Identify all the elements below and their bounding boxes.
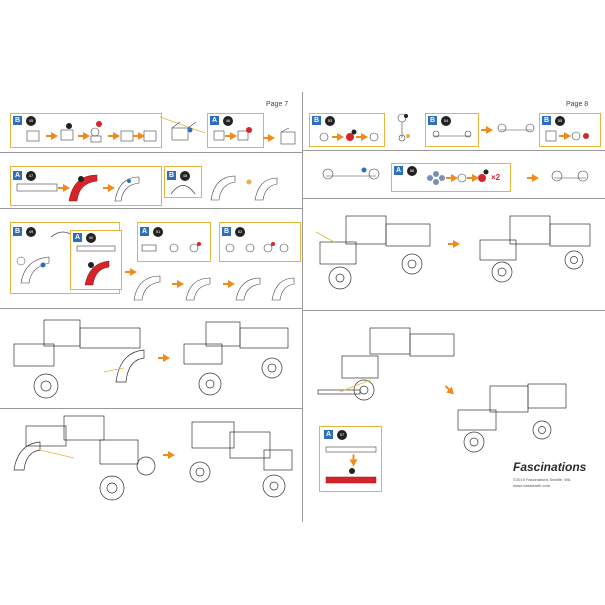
step-number-50: 50 (86, 233, 96, 243)
section-a-tag: A (141, 228, 148, 235)
step-number-49: 49 (26, 227, 36, 237)
section-a-tag: A (325, 431, 332, 438)
step-number-52: 52 (235, 227, 245, 237)
step-number-56: 56 (407, 166, 417, 176)
truck-fender-assembly-row4 (4, 312, 154, 402)
right-row-divider-2 (303, 198, 605, 199)
step-number-46: 46 (223, 116, 233, 126)
section-a-tag: A (395, 167, 402, 174)
section-b-tag: B (14, 117, 21, 124)
truck-axle-result-row3 (470, 208, 595, 288)
arrow (230, 132, 237, 140)
section-b-tag: B (429, 117, 436, 124)
truck-bumper-assembly-row4 (312, 318, 462, 413)
part-assembly-53 (388, 108, 418, 146)
step-panel-57 (319, 426, 382, 492)
fender-parts-50 (71, 231, 121, 289)
step-number-48: 48 (180, 171, 190, 181)
truck-axle-assembly-row3 (312, 208, 437, 298)
arrow (108, 184, 115, 192)
truck-fender-result-row4 (176, 316, 296, 401)
arrow (83, 132, 90, 140)
step-panel-56 (391, 163, 511, 192)
fender-parts-47 (11, 167, 161, 205)
section-b-tag: B (223, 228, 230, 235)
step-number-51: 51 (153, 227, 163, 237)
center-divider (302, 92, 303, 522)
parts-sequence-52 (220, 223, 300, 261)
parts-sequence-51 (138, 223, 210, 261)
result-part-illustration (279, 128, 299, 148)
left-row-divider-3 (0, 308, 302, 309)
arrow (361, 133, 368, 141)
arrow (486, 126, 493, 134)
arrow (472, 174, 479, 182)
step-panel-54 (425, 113, 479, 147)
axle-result-row2 (550, 164, 590, 190)
website-url: www.metalearth.com (513, 483, 551, 488)
parts-sequence-46 (208, 114, 263, 147)
arrow (564, 132, 571, 140)
step-panel-46 (207, 113, 264, 148)
quantity-multiplier: ×2 (491, 173, 501, 182)
page-label-right: Page 8 (566, 101, 589, 108)
parts-sequence-45 (11, 114, 161, 147)
parts-sequence-55 (540, 114, 600, 146)
axle-assembly-row2 (318, 160, 388, 190)
fender-assembly-row3 (124, 262, 299, 302)
section-b-tag: B (14, 228, 21, 235)
right-row-divider-3 (303, 310, 605, 311)
step-panel-50 (70, 230, 122, 290)
fender-assembly-illustration (205, 166, 295, 202)
arrow (113, 132, 120, 140)
truck-final-result (446, 376, 571, 461)
arrow (163, 354, 170, 362)
step-number-45: 45 (26, 116, 36, 126)
arch-part-48 (165, 167, 201, 197)
step-number-57: 57 (337, 430, 347, 440)
arrow (63, 184, 70, 192)
section-a-tag: A (211, 117, 218, 124)
step-number-53: 53 (325, 116, 335, 126)
arrow (532, 174, 539, 182)
section-a-tag: A (74, 234, 81, 241)
arrow (453, 240, 460, 248)
truck-fender-result-row5 (174, 412, 299, 502)
truck-fender-assembly-row5 (4, 410, 164, 505)
arrow (177, 280, 184, 288)
arrow (228, 280, 235, 288)
step-panel-47 (10, 166, 162, 206)
axle-part-54 (426, 114, 478, 146)
step-panel-52 (219, 222, 301, 262)
step-panel-53 (309, 113, 385, 147)
parts-sequence-53 (310, 114, 384, 146)
brand-logo: Fascinations (513, 460, 587, 474)
step-panel-51 (137, 222, 211, 262)
step-panel-48 (164, 166, 202, 198)
arrow (268, 134, 275, 142)
section-b-tag: B (543, 117, 550, 124)
step-panel-55 (539, 113, 601, 147)
step-panel-45 (10, 113, 162, 148)
part-assembly-illustration (168, 122, 198, 147)
step-number-47: 47 (26, 171, 36, 181)
step-number-55: 55 (555, 116, 565, 126)
arrow (337, 133, 344, 141)
left-row-divider-2 (0, 208, 302, 209)
arrow (138, 132, 145, 140)
right-row-divider-1 (303, 150, 605, 151)
axle-assembly-54 (496, 118, 536, 140)
left-row-divider-1 (0, 152, 302, 153)
page-label-left: Page 7 (266, 101, 289, 108)
section-b-tag: B (313, 117, 320, 124)
left-row-divider-4 (0, 408, 302, 409)
copyright-text: ©2019 Fascinations Seattle, WA (513, 477, 571, 482)
section-b-tag: B (168, 172, 175, 179)
arrow (130, 268, 137, 276)
section-a-tag: A (14, 172, 21, 179)
arrow (451, 174, 458, 182)
step-number-54: 54 (441, 116, 451, 126)
arrow-down (350, 460, 358, 467)
arrow (51, 132, 58, 140)
